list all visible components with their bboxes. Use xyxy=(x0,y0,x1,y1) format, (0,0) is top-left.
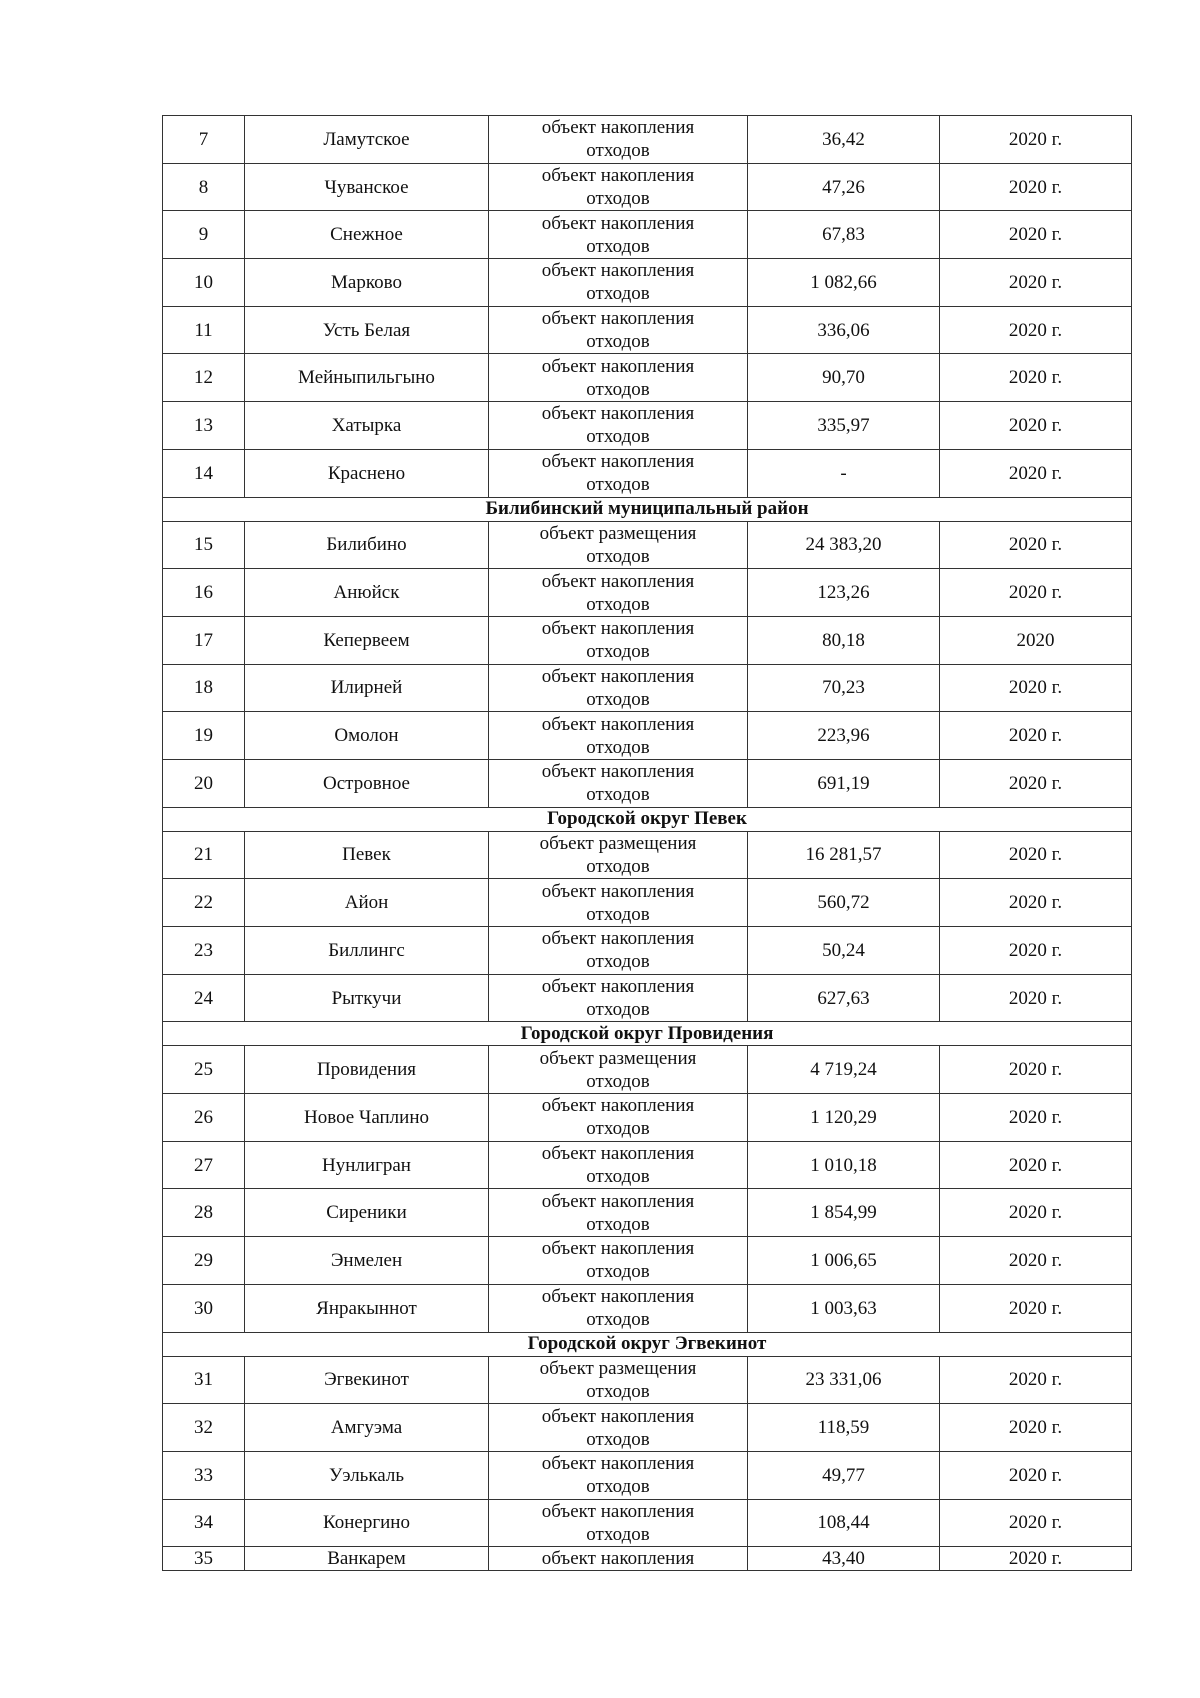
facility-type-line1: объект накопления xyxy=(541,1500,695,1522)
row-number-cell: 14 xyxy=(163,449,245,497)
facility-type-cell xyxy=(489,616,748,664)
year-cell: 2020 г. xyxy=(940,163,1132,211)
year-cell: 2020 г. xyxy=(940,712,1132,760)
waste-volume-cell: 1 854,99 xyxy=(748,1189,940,1237)
year-cell: 2020 г. xyxy=(940,402,1132,450)
facility-type-line1: объект размещения xyxy=(539,1047,697,1069)
row-number-cell: 13 xyxy=(163,402,245,450)
row-number-cell: 29 xyxy=(163,1237,245,1285)
waste-volume-cell: 24 383,20 xyxy=(748,521,940,569)
facility-type-line1: объект накопления xyxy=(541,976,695,998)
row-number-cell: 9 xyxy=(163,211,245,259)
facility-type-line1: объект накопления xyxy=(541,117,695,139)
facility-type-line1: объект накопления xyxy=(541,570,695,592)
waste-volume-cell: 627,63 xyxy=(748,974,940,1022)
facility-type-cell xyxy=(489,1141,748,1189)
year-cell: 2020 г. xyxy=(940,1284,1132,1332)
table-row xyxy=(163,831,1132,879)
waste-volume-cell: 1 003,63 xyxy=(748,1284,940,1332)
facility-type-line1: объект накопления xyxy=(541,1286,695,1308)
table-row xyxy=(163,1094,1132,1142)
table-row xyxy=(163,402,1132,450)
row-number-cell: 17 xyxy=(163,616,245,664)
facility-type-cell xyxy=(489,831,748,879)
year-cell: 2020 г. xyxy=(940,1141,1132,1189)
table-row xyxy=(163,306,1132,354)
facility-type-cell xyxy=(489,712,748,760)
settlement-name-cell: Снежное xyxy=(245,211,489,259)
table-row xyxy=(163,1547,1132,1571)
table-row xyxy=(163,759,1132,807)
table-row xyxy=(163,879,1132,927)
row-number-cell: 12 xyxy=(163,354,245,402)
settlement-name-cell: Усть Белая xyxy=(245,306,489,354)
waste-volume-cell: 223,96 xyxy=(748,712,940,760)
facility-type-line1: объект накопления xyxy=(541,1238,695,1260)
year-cell: 2020 г. xyxy=(940,521,1132,569)
settlement-name-cell: Провидения xyxy=(245,1046,489,1094)
settlement-name-cell: Биллингс xyxy=(245,927,489,975)
facility-type-line1: объект накопления xyxy=(541,355,695,377)
waste-facilities-table xyxy=(162,115,1132,1571)
waste-volume-cell: 1 120,29 xyxy=(748,1094,940,1142)
row-number-cell: 31 xyxy=(163,1356,245,1404)
year-cell: 2020 г. xyxy=(940,211,1132,259)
row-number-cell: 20 xyxy=(163,759,245,807)
facility-type-line2: отходов xyxy=(586,474,650,496)
row-number-cell: 10 xyxy=(163,259,245,307)
facility-type-line2: отходов xyxy=(586,1213,650,1235)
facility-type-line2: отходов xyxy=(586,1309,650,1331)
waste-volume-cell: 108,44 xyxy=(748,1499,940,1547)
table-row xyxy=(163,712,1132,760)
facility-type-line1: объект накопления xyxy=(541,761,695,783)
row-number-cell: 22 xyxy=(163,879,245,927)
facility-type-cell xyxy=(489,1404,748,1452)
facility-type-cell xyxy=(489,1094,748,1142)
waste-volume-cell: 1 010,18 xyxy=(748,1141,940,1189)
table-row xyxy=(163,664,1132,712)
table-row xyxy=(163,521,1132,569)
year-cell: 2020 г. xyxy=(940,116,1132,164)
table-row xyxy=(163,211,1132,259)
settlement-name-cell: Марково xyxy=(245,259,489,307)
facility-type-line2: отходов xyxy=(586,426,650,448)
settlement-name-cell: Анюйск xyxy=(245,569,489,617)
year-cell: 2020 г. xyxy=(940,1356,1132,1404)
facility-type-line2: отходов xyxy=(586,641,650,663)
waste-volume-cell: 16 281,57 xyxy=(748,831,940,879)
settlement-name-cell: Илирней xyxy=(245,664,489,712)
table-row xyxy=(163,1499,1132,1547)
section-header-row xyxy=(163,807,1132,831)
year-cell: 2020 г. xyxy=(940,1404,1132,1452)
table-row xyxy=(163,1237,1132,1285)
waste-volume-cell: 4 719,24 xyxy=(748,1046,940,1094)
facility-type-cell xyxy=(489,354,748,402)
year-cell: 2020 г. xyxy=(940,1189,1132,1237)
waste-volume-cell: 336,06 xyxy=(748,306,940,354)
settlement-name-cell: Островное xyxy=(245,759,489,807)
settlement-name-cell: Омолон xyxy=(245,712,489,760)
section-header-row xyxy=(163,1332,1132,1356)
row-number-cell: 23 xyxy=(163,927,245,975)
facility-type-cell xyxy=(489,521,748,569)
section-title: Городской округ Провидения xyxy=(163,1022,1132,1046)
facility-type-cell xyxy=(489,211,748,259)
waste-volume-cell: 43,40 xyxy=(748,1547,940,1571)
table-row xyxy=(163,1046,1132,1094)
facility-type-cell xyxy=(489,759,748,807)
facility-type-line2: отходов xyxy=(586,1380,650,1402)
settlement-name-cell: Ванкарем xyxy=(245,1547,489,1571)
table-row xyxy=(163,1404,1132,1452)
row-number-cell: 26 xyxy=(163,1094,245,1142)
facility-type-cell xyxy=(489,1284,748,1332)
row-number-cell: 34 xyxy=(163,1499,245,1547)
waste-volume-cell: - xyxy=(748,449,940,497)
row-number-cell: 15 xyxy=(163,521,245,569)
facility-type-cell xyxy=(489,1189,748,1237)
facility-type-line2: отходов xyxy=(586,1428,650,1450)
facility-type-cell xyxy=(489,569,748,617)
facility-type-line2: отходов xyxy=(586,593,650,615)
waste-volume-cell: 1 006,65 xyxy=(748,1237,940,1285)
facility-type-cell xyxy=(489,449,748,497)
waste-volume-cell: 118,59 xyxy=(748,1404,940,1452)
facility-type-line1: объект накопления xyxy=(541,1405,695,1427)
table-row xyxy=(163,1141,1132,1189)
waste-volume-cell: 123,26 xyxy=(748,569,940,617)
row-number-cell: 35 xyxy=(163,1547,245,1571)
facility-type-cell xyxy=(489,116,748,164)
facility-type-line1: объект накопления xyxy=(541,713,695,735)
year-cell: 2020 г. xyxy=(940,354,1132,402)
settlement-name-cell: Кепервеем xyxy=(245,616,489,664)
table-row xyxy=(163,1356,1132,1404)
facility-type-cell xyxy=(489,1499,748,1547)
row-number-cell: 30 xyxy=(163,1284,245,1332)
year-cell: 2020 г. xyxy=(940,1499,1132,1547)
facility-type-line1: объект накопления xyxy=(541,618,695,640)
facility-type-line2: отходов xyxy=(586,378,650,400)
row-number-cell: 32 xyxy=(163,1404,245,1452)
facility-type-line2: отходов xyxy=(586,903,650,925)
settlement-name-cell: Нунлигран xyxy=(245,1141,489,1189)
settlement-name-cell: Амгуэма xyxy=(245,1404,489,1452)
waste-volume-cell: 49,77 xyxy=(748,1451,940,1499)
settlement-name-cell: Уэлькаль xyxy=(245,1451,489,1499)
facility-type-line2: отходов xyxy=(586,1523,650,1545)
facility-type-line1: объект накопления xyxy=(541,928,695,950)
facility-type-line2: отходов xyxy=(586,283,650,305)
year-cell: 2020 г. xyxy=(940,449,1132,497)
facility-type-line1: объект размещения xyxy=(539,832,697,854)
facility-type-line2: отходов xyxy=(586,235,650,257)
settlement-name-cell: Сиреники xyxy=(245,1189,489,1237)
facility-type-cell xyxy=(489,1237,748,1285)
year-cell: 2020 г. xyxy=(940,569,1132,617)
facility-type-line1: объект накопления xyxy=(541,1095,695,1117)
facility-type-line2: отходов xyxy=(586,688,650,710)
row-number-cell: 25 xyxy=(163,1046,245,1094)
table-row xyxy=(163,1451,1132,1499)
section-header-row xyxy=(163,1022,1132,1046)
facility-type-line2: отходов xyxy=(586,188,650,210)
year-cell: 2020 г. xyxy=(940,1547,1132,1571)
settlement-name-cell: Мейныпильгыно xyxy=(245,354,489,402)
settlement-name-cell: Конергино xyxy=(245,1499,489,1547)
facility-type-line2: отходов xyxy=(586,1118,650,1140)
waste-volume-cell: 36,42 xyxy=(748,116,940,164)
table-body xyxy=(163,116,1132,1571)
facility-type-line2: отходов xyxy=(586,999,650,1021)
facility-type-line1: объект накопления xyxy=(541,165,695,187)
facility-type-line1: объект накопления xyxy=(541,1143,695,1165)
facility-type-line1: объект размещения xyxy=(539,522,697,544)
table-row xyxy=(163,974,1132,1022)
year-cell: 2020 г. xyxy=(940,759,1132,807)
waste-volume-cell: 560,72 xyxy=(748,879,940,927)
year-cell: 2020 г. xyxy=(940,879,1132,927)
facility-type-line2: отходов xyxy=(586,331,650,353)
section-title: Городской округ Певек xyxy=(163,807,1132,831)
settlement-name-cell: Ламутское xyxy=(245,116,489,164)
facility-type-cell xyxy=(489,927,748,975)
year-cell: 2020 г. xyxy=(940,831,1132,879)
settlement-name-cell: Айон xyxy=(245,879,489,927)
year-cell: 2020 xyxy=(940,616,1132,664)
settlement-name-cell: Эгвекинот xyxy=(245,1356,489,1404)
facility-type-cell xyxy=(489,402,748,450)
settlement-name-cell: Янракыннот xyxy=(245,1284,489,1332)
table-row xyxy=(163,927,1132,975)
table-row xyxy=(163,116,1132,164)
facility-type-line2: отходов xyxy=(586,736,650,758)
facility-type-cell xyxy=(489,259,748,307)
row-number-cell: 18 xyxy=(163,664,245,712)
row-number-cell: 27 xyxy=(163,1141,245,1189)
table-row xyxy=(163,163,1132,211)
facility-type-line1: объект накопления xyxy=(541,451,695,473)
facility-type-line2: отходов xyxy=(586,1261,650,1283)
row-number-cell: 16 xyxy=(163,569,245,617)
facility-type-cell xyxy=(489,163,748,211)
facility-type-line2: отходов xyxy=(586,1166,650,1188)
facility-type-line2: отходов xyxy=(586,1476,650,1498)
facility-type-line2: отходов xyxy=(586,784,650,806)
row-number-cell: 21 xyxy=(163,831,245,879)
waste-volume-cell: 50,24 xyxy=(748,927,940,975)
facility-type-cell xyxy=(489,1356,748,1404)
section-title: Городской округ Эгвекинот xyxy=(163,1332,1132,1356)
facility-type-line1: объект накопления xyxy=(541,1548,695,1570)
facility-type-line1: объект накопления xyxy=(541,403,695,425)
facility-type-line1: объект накопления xyxy=(541,880,695,902)
waste-volume-cell: 691,19 xyxy=(748,759,940,807)
year-cell: 2020 г. xyxy=(940,259,1132,307)
section-title: Билибинский муниципальный район xyxy=(163,497,1132,521)
facility-type-line1: объект накопления xyxy=(541,665,695,687)
facility-type-cell xyxy=(489,1046,748,1094)
year-cell: 2020 г. xyxy=(940,974,1132,1022)
table-row xyxy=(163,259,1132,307)
year-cell: 2020 г. xyxy=(940,1451,1132,1499)
table-row xyxy=(163,354,1132,402)
document-page xyxy=(162,115,1131,1571)
facility-type-line1: объект размещения xyxy=(539,1357,697,1379)
table-row xyxy=(163,616,1132,664)
year-cell: 2020 г. xyxy=(940,927,1132,975)
waste-volume-cell: 70,23 xyxy=(748,664,940,712)
facility-type-line2: отходов xyxy=(586,140,650,162)
settlement-name-cell: Певек xyxy=(245,831,489,879)
facility-type-line1: объект накопления xyxy=(541,1190,695,1212)
facility-type-line2: отходов xyxy=(586,1070,650,1092)
facility-type-line1: объект накопления xyxy=(541,1453,695,1475)
settlement-name-cell: Чуванское xyxy=(245,163,489,211)
waste-volume-cell: 67,83 xyxy=(748,211,940,259)
year-cell: 2020 г. xyxy=(940,306,1132,354)
facility-type-line1: объект накопления xyxy=(541,308,695,330)
waste-volume-cell: 47,26 xyxy=(748,163,940,211)
waste-volume-cell: 1 082,66 xyxy=(748,259,940,307)
table-row xyxy=(163,569,1132,617)
facility-type-line2: отходов xyxy=(586,855,650,877)
waste-volume-cell: 90,70 xyxy=(748,354,940,402)
row-number-cell: 28 xyxy=(163,1189,245,1237)
year-cell: 2020 г. xyxy=(940,664,1132,712)
year-cell: 2020 г. xyxy=(940,1237,1132,1285)
facility-type-cell xyxy=(489,1451,748,1499)
settlement-name-cell: Хатырка xyxy=(245,402,489,450)
waste-volume-cell: 23 331,06 xyxy=(748,1356,940,1404)
settlement-name-cell: Билибино xyxy=(245,521,489,569)
facility-type-cell xyxy=(489,974,748,1022)
facility-type-cell xyxy=(489,879,748,927)
waste-volume-cell: 335,97 xyxy=(748,402,940,450)
year-cell: 2020 г. xyxy=(940,1046,1132,1094)
settlement-name-cell: Новое Чаплино xyxy=(245,1094,489,1142)
facility-type-line2: отходов xyxy=(586,545,650,567)
year-cell: 2020 г. xyxy=(940,1094,1132,1142)
table-row xyxy=(163,1189,1132,1237)
settlement-name-cell: Краснено xyxy=(245,449,489,497)
row-number-cell: 24 xyxy=(163,974,245,1022)
row-number-cell: 8 xyxy=(163,163,245,211)
table-row xyxy=(163,449,1132,497)
facility-type-cell xyxy=(489,664,748,712)
facility-type-line1: объект накопления xyxy=(541,260,695,282)
facility-type-line1: объект накопления xyxy=(541,212,695,234)
row-number-cell: 11 xyxy=(163,306,245,354)
settlement-name-cell: Энмелен xyxy=(245,1237,489,1285)
row-number-cell: 19 xyxy=(163,712,245,760)
waste-volume-cell: 80,18 xyxy=(748,616,940,664)
row-number-cell: 33 xyxy=(163,1451,245,1499)
facility-type-cell xyxy=(489,306,748,354)
settlement-name-cell: Рыткучи xyxy=(245,974,489,1022)
table-row xyxy=(163,1284,1132,1332)
row-number-cell: 7 xyxy=(163,116,245,164)
section-header-row xyxy=(163,497,1132,521)
facility-type-cell xyxy=(489,1547,748,1571)
facility-type-line2: отходов xyxy=(586,951,650,973)
